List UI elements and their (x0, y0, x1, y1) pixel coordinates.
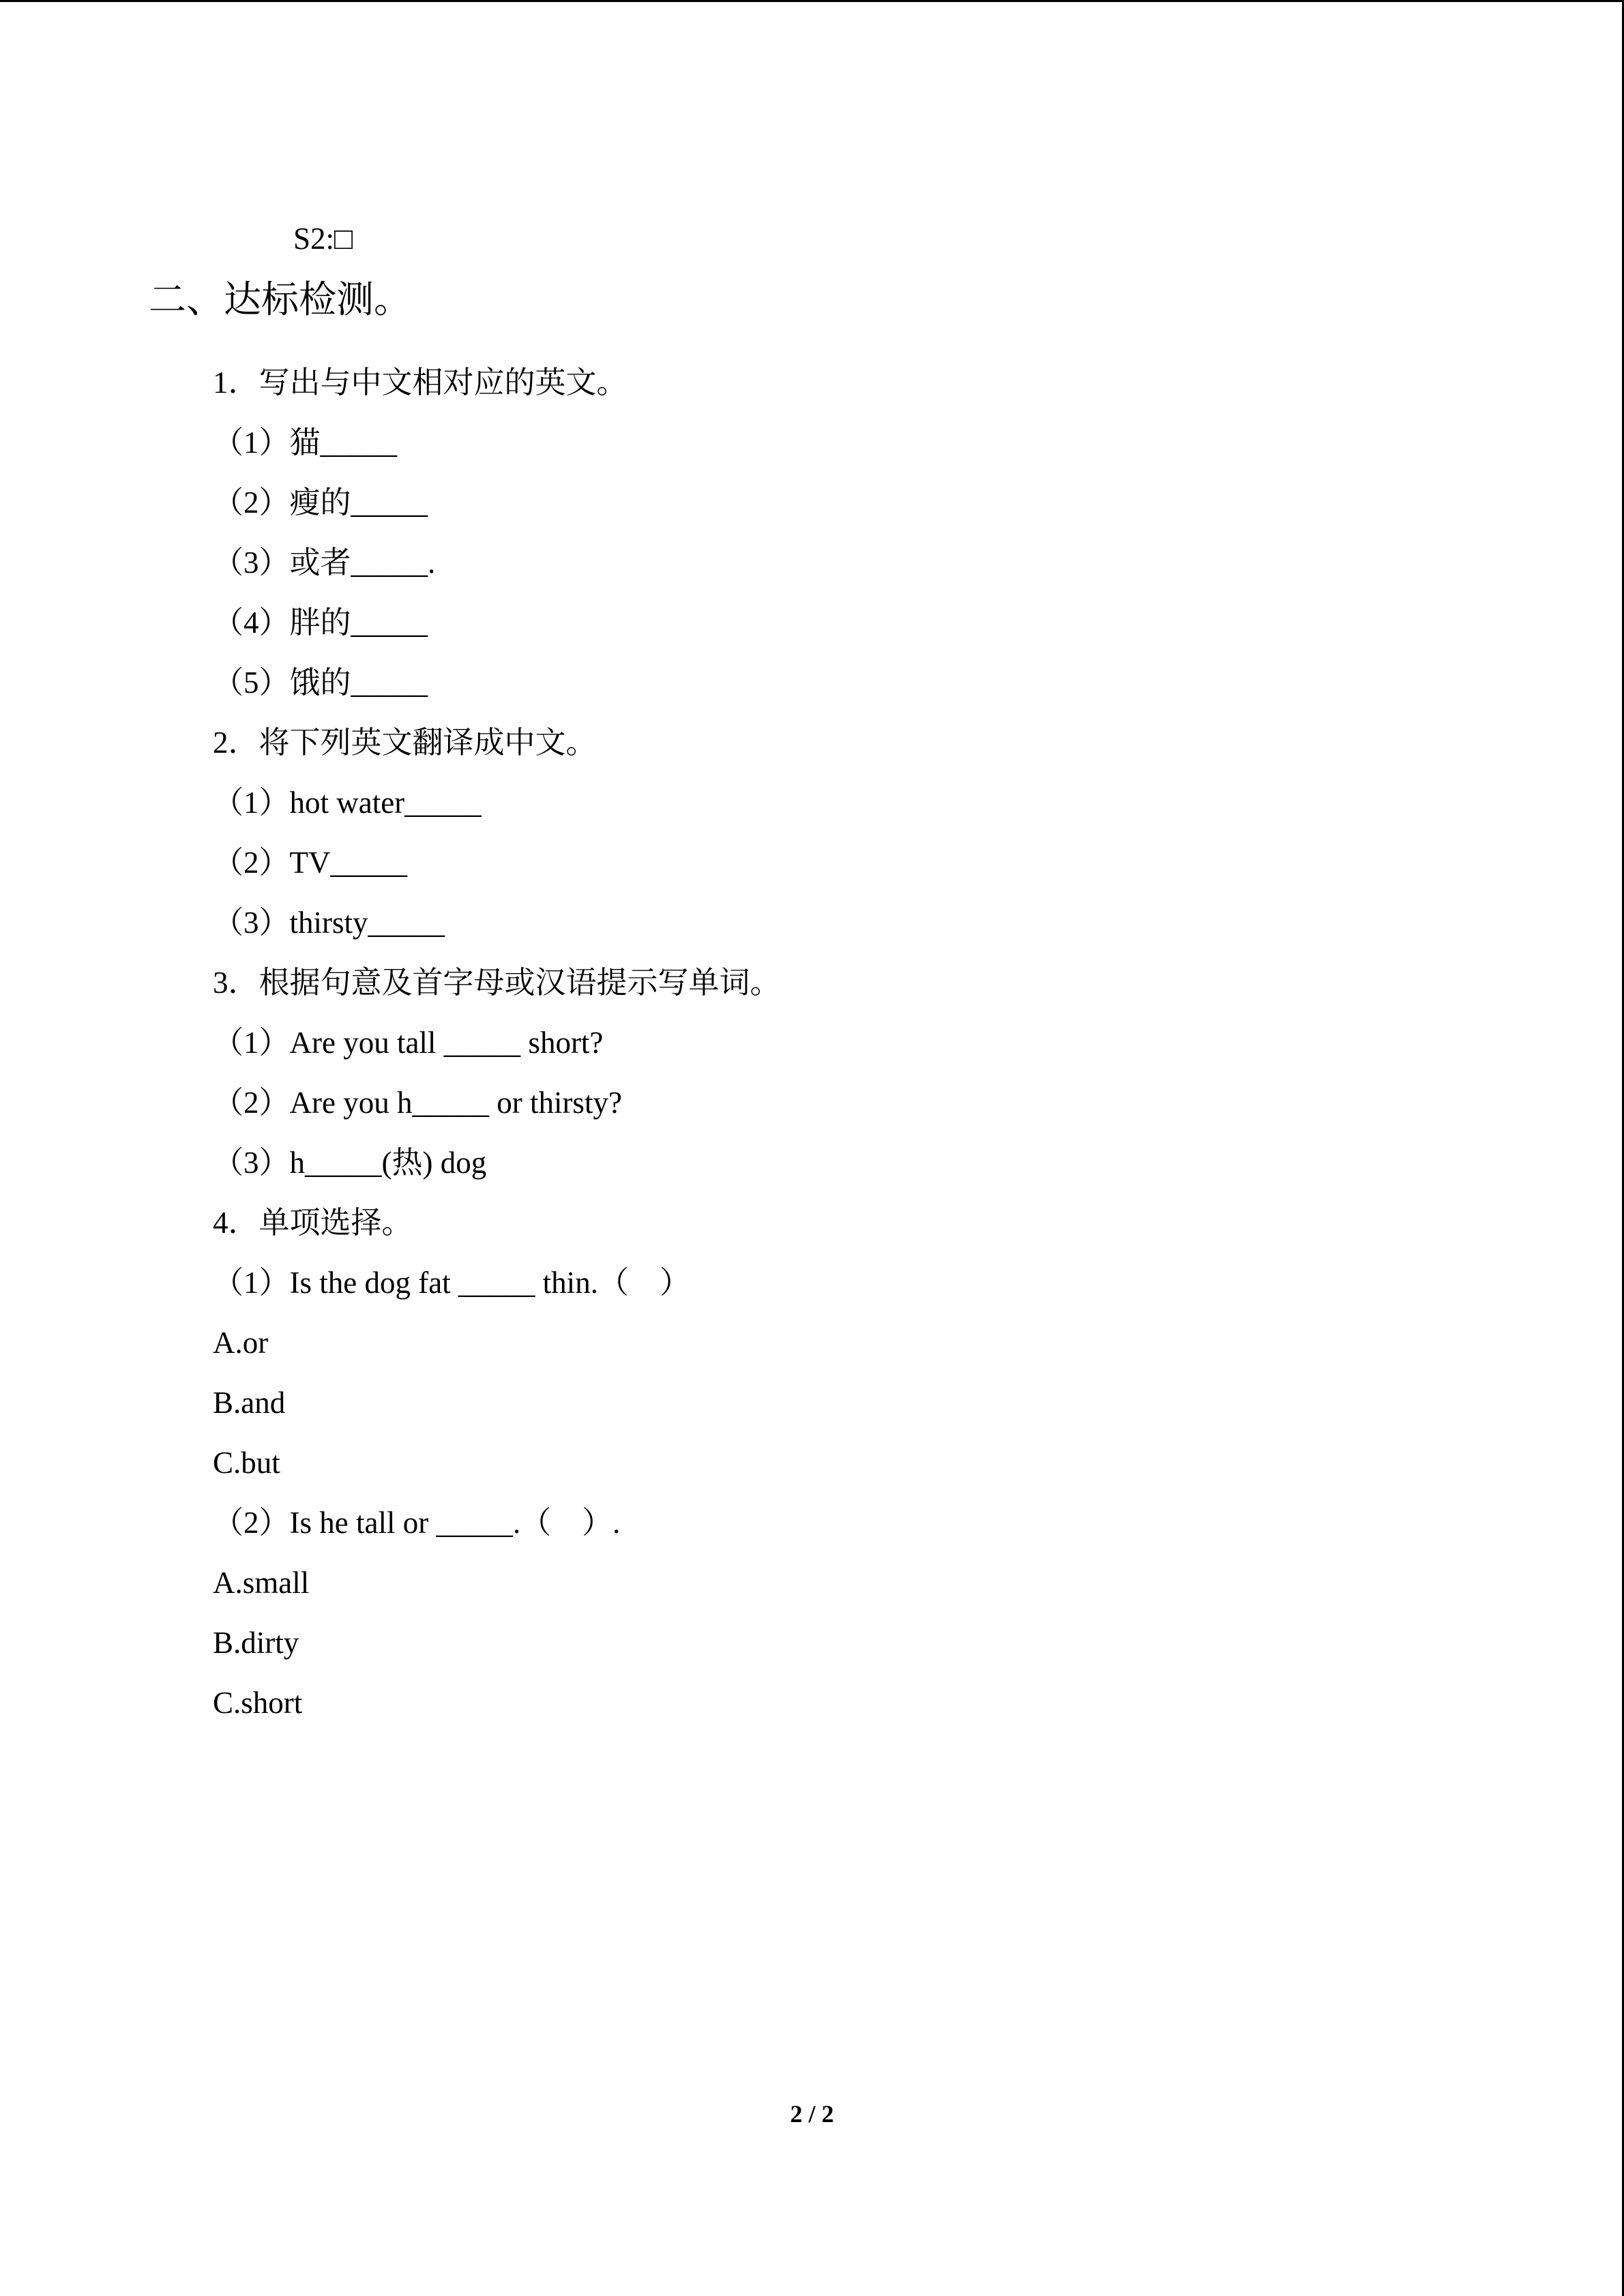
page-border-top (0, 0, 1624, 2)
section-heading: 二、达标检测。 (149, 279, 412, 320)
question-4-item-1: （1）Is the dog fat _____ thin.（ ） (213, 1266, 690, 1300)
question-1-item-5: （5）饿的_____ (213, 666, 428, 700)
question-4-item-1-option-b: B.and (213, 1386, 286, 1420)
question-3-item-3: （3）h_____(热) dog (213, 1146, 487, 1180)
question-4-item-2: （2）Is he tall or _____.（ ）. (213, 1506, 621, 1540)
question-1-item-2: （2）瘦的_____ (213, 486, 428, 520)
question-1-item-3: （3）或者_____. (213, 546, 436, 580)
dialogue-line-s2: S2:□ (293, 222, 353, 256)
question-2-item-1: （1）hot water_____ (213, 786, 482, 820)
question-1-item-4: （4）胖的_____ (213, 606, 428, 640)
question-1-title: 1．写出与中文相对应的英文。 (213, 366, 628, 400)
page-number: 2 / 2 (790, 2100, 834, 2128)
question-4-item-1-option-c: C.but (213, 1446, 280, 1480)
question-4-item-1-option-a: A.or (213, 1326, 269, 1360)
question-3-item-1: （1）Are you tall _____ short? (213, 1026, 604, 1060)
question-3-item-2: （2）Are you h_____ or thirsty? (213, 1086, 622, 1120)
question-2-item-3: （3）thirsty_____ (213, 906, 445, 940)
question-3-title: 3．根据句意及首字母或汉语提示写单词。 (213, 966, 781, 1000)
question-4-item-2-option-c: C.short (213, 1686, 303, 1720)
question-2-title: 2．将下列英文翻译成中文。 (213, 726, 597, 760)
question-1-item-1: （1）猫_____ (213, 426, 398, 460)
question-2-item-2: （2）TV_____ (213, 846, 407, 880)
question-4-title: 4．单项选择。 (213, 1206, 413, 1240)
question-4-item-2-option-a: A.small (213, 1566, 310, 1600)
question-4-item-2-option-b: B.dirty (213, 1626, 299, 1660)
